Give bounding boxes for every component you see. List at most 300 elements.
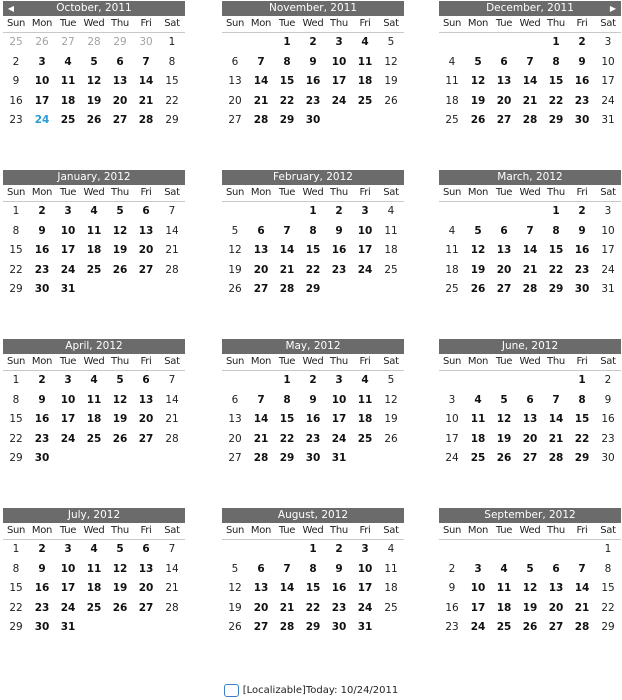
today-label[interactable]: [Localizable]Today: 10/24/2011 <box>242 684 399 696</box>
day-cell[interactable]: 1 <box>552 36 560 48</box>
day-cell[interactable]: 25 <box>445 283 459 295</box>
day-cell[interactable]: 6 <box>257 224 265 237</box>
day-cell[interactable]: 14 <box>548 413 564 425</box>
day-cell[interactable]: 12 <box>522 582 538 594</box>
day-cell[interactable]: 6 <box>526 393 534 406</box>
day-cell[interactable]: 6 <box>257 562 265 575</box>
day-cell[interactable]: 23 <box>34 263 50 276</box>
day-cell[interactable]: 2 <box>578 36 586 48</box>
day-cell[interactable]: 13 <box>496 75 512 87</box>
day-cell[interactable]: 24 <box>357 601 373 614</box>
day-cell[interactable]: 6 <box>116 55 124 68</box>
day-cell[interactable]: 18 <box>357 75 373 87</box>
day-cell[interactable]: 9 <box>38 393 46 406</box>
day-cell[interactable]: 15 <box>548 75 564 87</box>
day-cell[interactable]: 15 <box>305 244 321 256</box>
day-cell[interactable]: 2 <box>448 562 456 575</box>
day-cell[interactable]: 1 <box>578 374 586 386</box>
day-cell[interactable]: 26 <box>86 114 102 126</box>
day-cell[interactable]: 10 <box>470 582 486 594</box>
day-cell[interactable]: 11 <box>384 224 398 237</box>
day-cell[interactable]: 11 <box>445 75 459 87</box>
day-cell[interactable]: 17 <box>601 75 615 87</box>
day-cell[interactable]: 3 <box>604 205 612 217</box>
day-cell[interactable]: 19 <box>112 413 128 425</box>
day-cell[interactable]: 23 <box>601 432 615 445</box>
day-cell[interactable]: 28 <box>165 432 179 445</box>
day-cell[interactable]: 27 <box>228 452 242 464</box>
day-cell[interactable]: 15 <box>279 413 295 425</box>
day-cell[interactable]: 2 <box>335 543 343 555</box>
day-cell[interactable]: 6 <box>500 55 508 68</box>
day-cell[interactable]: 12 <box>112 393 128 406</box>
day-cell[interactable]: 11 <box>357 55 373 68</box>
day-cell[interactable]: 12 <box>470 244 486 256</box>
day-cell[interactable]: 27 <box>138 601 154 614</box>
day-cell[interactable]: 9 <box>578 224 586 237</box>
day-cell[interactable]: 11 <box>384 562 398 575</box>
day-cell[interactable]: 21 <box>574 601 590 614</box>
day-cell[interactable]: 22 <box>9 432 23 445</box>
day-cell[interactable]: 5 <box>500 393 508 406</box>
day-cell[interactable]: 16 <box>305 75 321 87</box>
day-cell[interactable]: 23 <box>574 94 590 107</box>
day-cell[interactable]: 12 <box>112 224 128 237</box>
day-cell[interactable]: 30 <box>601 452 615 464</box>
day-cell[interactable]: 9 <box>12 75 20 87</box>
day-cell[interactable]: 29 <box>9 283 23 295</box>
day-cell[interactable]: 17 <box>60 244 76 256</box>
day-cell[interactable]: 13 <box>112 75 128 87</box>
day-cell[interactable]: 1 <box>552 205 560 217</box>
day-cell[interactable]: 24 <box>60 432 76 445</box>
day-cell[interactable]: 30 <box>331 621 347 633</box>
day-cell[interactable]: 25 <box>470 452 486 464</box>
day-cell[interactable]: 19 <box>228 263 242 276</box>
day-cell[interactable]: 5 <box>474 224 482 237</box>
day-cell[interactable]: 28 <box>87 36 101 48</box>
day-cell[interactable]: 29 <box>574 452 590 464</box>
day-cell[interactable]: 18 <box>445 263 459 276</box>
day-cell[interactable]: 11 <box>60 75 76 87</box>
day-cell[interactable]: 6 <box>552 562 560 575</box>
day-cell[interactable]: 28 <box>279 283 295 295</box>
day-cell[interactable]: 19 <box>522 601 538 614</box>
day-cell[interactable]: 20 <box>138 413 154 425</box>
day-cell[interactable]: 20 <box>112 94 128 107</box>
day-cell[interactable]: 19 <box>112 244 128 256</box>
day-cell[interactable]: 16 <box>574 244 590 256</box>
day-cell[interactable]: 26 <box>470 114 486 126</box>
day-cell[interactable]: 7 <box>168 205 176 217</box>
day-cell[interactable]: 4 <box>500 562 508 575</box>
day-cell[interactable]: 6 <box>231 55 239 68</box>
day-cell[interactable]: 19 <box>228 601 242 614</box>
day-cell[interactable]: 10 <box>601 224 615 237</box>
day-cell[interactable]: 31 <box>601 114 615 126</box>
day-cell[interactable]: 8 <box>168 55 176 68</box>
day-cell[interactable]: 22 <box>548 94 564 107</box>
day-cell[interactable]: 7 <box>142 55 150 68</box>
day-cell[interactable]: 4 <box>64 55 72 68</box>
day-cell[interactable]: 12 <box>384 393 398 406</box>
day-cell[interactable]: 25 <box>60 114 76 126</box>
day-cell[interactable]: 2 <box>38 374 46 386</box>
day-cell[interactable]: 14 <box>522 244 538 256</box>
day-cell[interactable]: 13 <box>496 244 512 256</box>
day-cell[interactable]: 30 <box>574 114 590 126</box>
day-cell[interactable]: 25 <box>86 601 102 614</box>
day-cell[interactable]: 16 <box>331 582 347 594</box>
day-cell[interactable]: 18 <box>86 244 102 256</box>
day-cell[interactable]: 27 <box>522 452 538 464</box>
day-cell[interactable]: 4 <box>361 374 369 386</box>
day-cell[interactable]: 6 <box>142 374 150 386</box>
day-cell[interactable]: 29 <box>9 452 23 464</box>
day-cell[interactable]: 30 <box>139 36 153 48</box>
day-cell[interactable]: 25 <box>357 432 373 445</box>
day-cell[interactable]: 3 <box>64 205 72 217</box>
day-cell[interactable]: 13 <box>138 562 154 575</box>
day-cell[interactable]: 7 <box>168 543 176 555</box>
day-cell[interactable]: 17 <box>331 75 347 87</box>
day-cell[interactable]: 16 <box>9 94 23 107</box>
day-cell[interactable]: 21 <box>138 94 154 107</box>
day-cell[interactable]: 9 <box>604 393 612 406</box>
day-cell[interactable]: 10 <box>357 224 373 237</box>
day-cell[interactable]: 17 <box>60 413 76 425</box>
day-cell[interactable]: 28 <box>522 114 538 126</box>
day-cell[interactable]: 3 <box>335 374 343 386</box>
day-cell[interactable]: 10 <box>601 55 615 68</box>
day-cell[interactable]: 6 <box>142 543 150 555</box>
day-cell[interactable]: 18 <box>496 601 512 614</box>
day-cell[interactable]: 1 <box>309 205 317 217</box>
day-cell[interactable]: 17 <box>34 94 50 107</box>
day-cell[interactable]: 13 <box>228 413 242 425</box>
day-cell[interactable]: 1 <box>168 36 176 48</box>
day-cell[interactable]: 21 <box>548 432 564 445</box>
day-cell[interactable]: 2 <box>578 205 586 217</box>
day-cell[interactable]: 8 <box>309 562 317 575</box>
day-cell[interactable]: 19 <box>470 263 486 276</box>
day-cell[interactable]: 4 <box>387 543 395 555</box>
day-cell[interactable]: 12 <box>228 244 242 256</box>
day-cell[interactable]: 8 <box>552 55 560 68</box>
day-cell[interactable]: 19 <box>112 582 128 594</box>
day-cell[interactable]: 16 <box>331 244 347 256</box>
day-cell[interactable]: 28 <box>574 621 590 633</box>
day-cell[interactable]: 25 <box>9 36 23 48</box>
day-cell[interactable]: 24 <box>60 601 76 614</box>
day-cell[interactable]: 7 <box>257 55 265 68</box>
day-cell[interactable]: 11 <box>86 562 102 575</box>
day-cell[interactable]: 8 <box>552 224 560 237</box>
prev-month-icon[interactable]: ◀ <box>7 4 15 13</box>
day-cell[interactable]: 29 <box>113 36 127 48</box>
day-cell[interactable]: 2 <box>38 205 46 217</box>
day-cell[interactable]: 19 <box>470 94 486 107</box>
day-cell[interactable]: 12 <box>496 413 512 425</box>
day-cell[interactable]: 31 <box>60 283 76 295</box>
day-cell[interactable]: 18 <box>445 94 459 107</box>
day-cell[interactable]: 14 <box>253 413 269 425</box>
day-cell[interactable]: 12 <box>112 562 128 575</box>
day-cell[interactable]: 8 <box>309 224 317 237</box>
day-cell[interactable]: 18 <box>60 94 76 107</box>
day-cell[interactable]: 18 <box>384 582 398 594</box>
day-cell[interactable]: 21 <box>522 263 538 276</box>
day-cell[interactable]: 3 <box>474 562 482 575</box>
day-cell[interactable]: 15 <box>305 582 321 594</box>
day-cell[interactable]: 17 <box>357 244 373 256</box>
day-cell[interactable]: 3 <box>361 543 369 555</box>
day-cell[interactable]: 27 <box>138 263 154 276</box>
day-cell[interactable]: 18 <box>86 413 102 425</box>
day-cell[interactable]: 25 <box>384 601 398 614</box>
day-cell[interactable]: 17 <box>331 413 347 425</box>
day-cell[interactable]: 23 <box>9 114 23 126</box>
day-cell[interactable]: 29 <box>305 283 321 295</box>
day-cell[interactable]: 28 <box>253 452 269 464</box>
day-cell[interactable]: 25 <box>384 263 398 276</box>
day-cell[interactable]: 26 <box>496 452 512 464</box>
day-cell[interactable]: 26 <box>384 432 398 445</box>
day-cell[interactable]: 19 <box>384 413 398 425</box>
day-cell[interactable]: 4 <box>361 36 369 48</box>
day-cell[interactable]: 31 <box>357 621 373 633</box>
day-cell[interactable]: 27 <box>548 621 564 633</box>
day-cell[interactable]: 23 <box>331 601 347 614</box>
day-cell[interactable]: 30 <box>305 452 321 464</box>
day-cell[interactable]: 8 <box>283 55 291 68</box>
day-cell[interactable]: 22 <box>601 601 615 614</box>
day-cell[interactable]: 2 <box>309 374 317 386</box>
day-cell[interactable]: 2 <box>12 55 20 68</box>
day-cell[interactable]: 13 <box>138 224 154 237</box>
day-cell[interactable]: 22 <box>574 432 590 445</box>
day-cell[interactable]: 3 <box>64 374 72 386</box>
day-cell[interactable]: 29 <box>601 621 615 633</box>
day-cell[interactable]: 10 <box>60 562 76 575</box>
day-cell[interactable]: 29 <box>9 621 23 633</box>
day-cell[interactable]: 30 <box>574 283 590 295</box>
day-cell[interactable]: 13 <box>138 393 154 406</box>
day-cell[interactable]: 18 <box>86 582 102 594</box>
day-cell[interactable]: 20 <box>228 94 242 107</box>
day-cell[interactable]: 16 <box>305 413 321 425</box>
day-cell[interactable]: 12 <box>228 582 242 594</box>
day-cell[interactable]: 20 <box>228 432 242 445</box>
day-cell[interactable]: 16 <box>601 413 615 425</box>
day-cell[interactable]: 3 <box>604 36 612 48</box>
day-cell[interactable]: 4 <box>90 543 98 555</box>
day-cell[interactable]: 17 <box>445 432 459 445</box>
day-cell[interactable]: 20 <box>496 263 512 276</box>
day-cell[interactable]: 3 <box>448 393 456 406</box>
day-cell[interactable]: 29 <box>279 452 295 464</box>
day-cell[interactable]: 22 <box>9 263 23 276</box>
day-cell[interactable]: 7 <box>257 393 265 406</box>
day-cell[interactable]: 15 <box>548 244 564 256</box>
day-cell[interactable]: 3 <box>38 55 46 68</box>
day-cell[interactable]: 1 <box>283 36 291 48</box>
day-cell[interactable]: 17 <box>60 582 76 594</box>
day-cell[interactable]: 20 <box>522 432 538 445</box>
day-cell[interactable]: 11 <box>86 393 102 406</box>
day-cell[interactable]: 14 <box>165 224 179 237</box>
day-cell[interactable]: 11 <box>445 244 459 256</box>
day-cell[interactable]: 4 <box>90 374 98 386</box>
day-cell[interactable]: 30 <box>305 114 321 126</box>
day-cell[interactable]: 5 <box>116 205 124 217</box>
day-cell[interactable]: 29 <box>165 114 179 126</box>
day-cell[interactable]: 11 <box>496 582 512 594</box>
day-cell[interactable]: 7 <box>526 55 534 68</box>
day-cell[interactable]: 31 <box>60 621 76 633</box>
day-cell[interactable]: 27 <box>228 114 242 126</box>
day-cell[interactable]: 13 <box>522 413 538 425</box>
day-cell[interactable]: 15 <box>601 582 615 594</box>
day-cell[interactable]: 9 <box>578 55 586 68</box>
day-cell[interactable]: 26 <box>228 283 242 295</box>
day-cell[interactable]: 26 <box>112 432 128 445</box>
day-cell[interactable]: 28 <box>522 283 538 295</box>
day-cell[interactable]: 1 <box>604 543 612 555</box>
day-cell[interactable]: 1 <box>12 205 20 217</box>
day-cell[interactable]: 20 <box>138 582 154 594</box>
day-cell[interactable]: 15 <box>165 75 179 87</box>
day-cell[interactable]: 16 <box>574 75 590 87</box>
day-cell[interactable]: 1 <box>12 543 20 555</box>
day-cell[interactable]: 27 <box>496 283 512 295</box>
day-cell[interactable]: 13 <box>548 582 564 594</box>
day-cell[interactable]: 17 <box>470 601 486 614</box>
day-cell[interactable]: 24 <box>331 432 347 445</box>
day-cell[interactable]: 22 <box>279 94 295 107</box>
day-cell[interactable]: 9 <box>38 562 46 575</box>
day-cell[interactable]: 21 <box>165 582 179 594</box>
day-cell[interactable]: 10 <box>445 413 459 425</box>
next-month-icon[interactable]: ▶ <box>609 4 617 13</box>
day-cell[interactable]: 24 <box>34 114 50 126</box>
day-cell[interactable]: 7 <box>578 562 586 575</box>
day-cell[interactable]: 5 <box>474 55 482 68</box>
day-cell[interactable]: 7 <box>283 224 291 237</box>
day-cell[interactable]: 3 <box>361 205 369 217</box>
day-cell[interactable]: 2 <box>335 205 343 217</box>
day-cell[interactable]: 27 <box>253 283 269 295</box>
day-cell[interactable]: 5 <box>526 562 534 575</box>
day-cell[interactable]: 19 <box>496 432 512 445</box>
day-cell[interactable]: 20 <box>548 601 564 614</box>
day-cell[interactable]: 2 <box>38 543 46 555</box>
day-cell[interactable]: 15 <box>279 75 295 87</box>
day-cell[interactable]: 10 <box>331 393 347 406</box>
day-cell[interactable]: 19 <box>384 75 398 87</box>
day-cell[interactable]: 25 <box>86 263 102 276</box>
day-cell[interactable]: 21 <box>522 94 538 107</box>
day-cell[interactable]: 21 <box>279 601 295 614</box>
day-cell[interactable]: 7 <box>552 393 560 406</box>
day-cell[interactable]: 5 <box>231 224 239 237</box>
day-cell[interactable]: 8 <box>604 562 612 575</box>
day-cell[interactable]: 14 <box>279 244 295 256</box>
day-cell[interactable]: 19 <box>86 94 102 107</box>
day-cell[interactable]: 26 <box>470 283 486 295</box>
day-cell[interactable]: 6 <box>142 205 150 217</box>
day-cell[interactable]: 28 <box>279 621 295 633</box>
day-cell[interactable]: 10 <box>60 393 76 406</box>
day-cell[interactable]: 18 <box>357 413 373 425</box>
today-indicator[interactable] <box>224 684 239 697</box>
day-cell[interactable]: 5 <box>231 562 239 575</box>
day-cell[interactable]: 30 <box>34 621 50 633</box>
day-cell[interactable]: 10 <box>357 562 373 575</box>
day-cell[interactable]: 7 <box>168 374 176 386</box>
day-cell[interactable]: 12 <box>86 75 102 87</box>
day-cell[interactable]: 29 <box>548 283 564 295</box>
day-cell[interactable]: 6 <box>500 224 508 237</box>
day-cell[interactable]: 23 <box>574 263 590 276</box>
day-cell[interactable]: 31 <box>601 283 615 295</box>
day-cell[interactable]: 26 <box>522 621 538 633</box>
day-cell[interactable]: 21 <box>165 244 179 256</box>
day-cell[interactable]: 17 <box>357 582 373 594</box>
day-cell[interactable]: 13 <box>253 244 269 256</box>
day-cell[interactable]: 30 <box>34 283 50 295</box>
day-cell[interactable]: 18 <box>470 432 486 445</box>
day-cell[interactable]: 24 <box>445 452 459 464</box>
day-cell[interactable]: 16 <box>34 413 50 425</box>
day-cell[interactable]: 8 <box>12 393 20 406</box>
day-cell[interactable]: 22 <box>548 263 564 276</box>
day-cell[interactable]: 29 <box>305 621 321 633</box>
day-cell[interactable]: 24 <box>331 94 347 107</box>
day-cell[interactable]: 26 <box>112 263 128 276</box>
day-cell[interactable]: 8 <box>578 393 586 406</box>
day-cell[interactable]: 14 <box>279 582 295 594</box>
day-cell[interactable]: 16 <box>34 582 50 594</box>
day-cell[interactable]: 9 <box>335 224 343 237</box>
day-cell[interactable]: 22 <box>305 263 321 276</box>
day-cell[interactable]: 10 <box>60 224 76 237</box>
day-cell[interactable]: 12 <box>470 75 486 87</box>
day-cell[interactable]: 28 <box>165 601 179 614</box>
day-cell[interactable]: 24 <box>470 621 486 633</box>
day-cell[interactable]: 17 <box>601 244 615 256</box>
day-cell[interactable]: 30 <box>34 452 50 464</box>
day-cell[interactable]: 24 <box>60 263 76 276</box>
day-cell[interactable]: 15 <box>574 413 590 425</box>
day-cell[interactable]: 24 <box>601 94 615 107</box>
day-cell[interactable]: 27 <box>138 432 154 445</box>
day-cell[interactable]: 27 <box>112 114 128 126</box>
day-cell[interactable]: 12 <box>384 55 398 68</box>
day-cell[interactable]: 3 <box>64 543 72 555</box>
day-cell[interactable]: 25 <box>86 432 102 445</box>
day-cell[interactable]: 23 <box>305 432 321 445</box>
day-cell[interactable]: 25 <box>357 94 373 107</box>
day-cell[interactable]: 20 <box>138 244 154 256</box>
day-cell[interactable]: 2 <box>309 36 317 48</box>
day-cell[interactable]: 13 <box>253 582 269 594</box>
day-cell[interactable]: 9 <box>309 55 317 68</box>
day-cell[interactable]: 4 <box>90 205 98 217</box>
day-cell[interactable]: 3 <box>335 36 343 48</box>
day-cell[interactable]: 9 <box>38 224 46 237</box>
day-cell[interactable]: 25 <box>496 621 512 633</box>
